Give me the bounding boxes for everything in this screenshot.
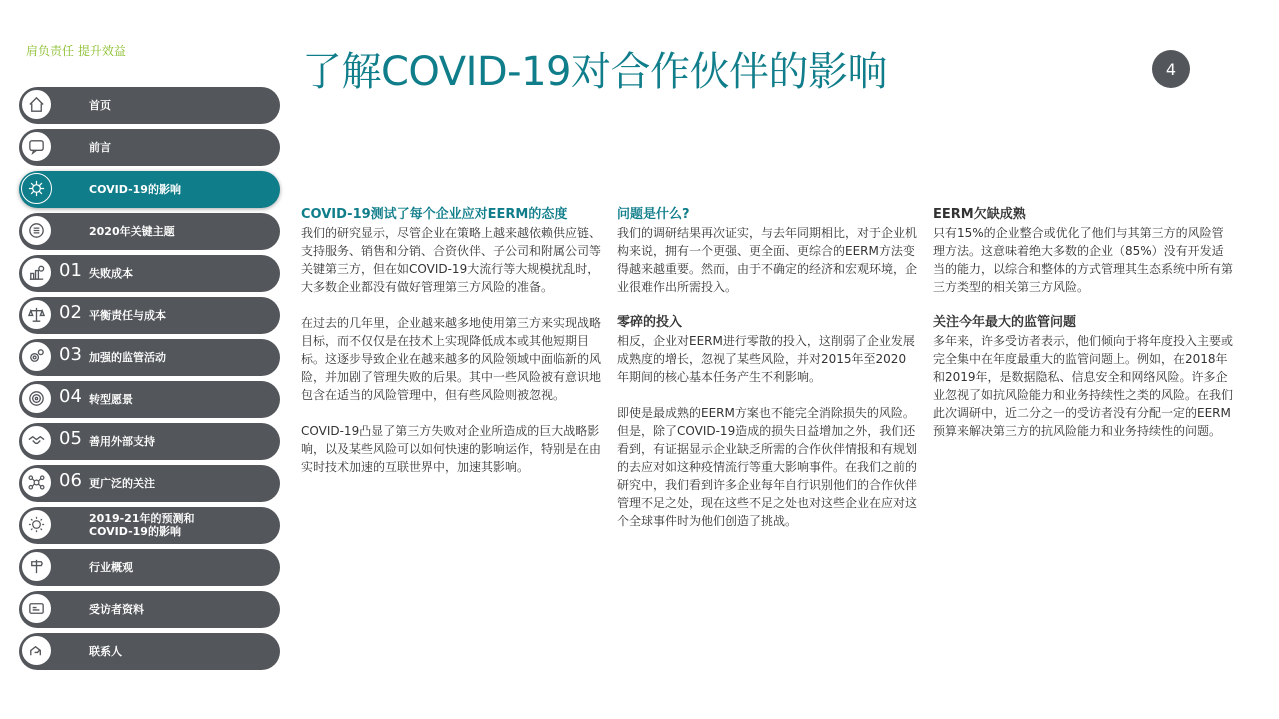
list-icon <box>21 215 52 246</box>
sidebar-item-label: 首页 <box>89 99 111 112</box>
chart-coins-icon <box>21 257 52 288</box>
sidebar-item-contacts[interactable] <box>19 633 280 670</box>
chat-bubble-icon <box>21 131 52 162</box>
column-2 <box>617 206 917 548</box>
sidebar-item-key-themes[interactable] <box>19 213 280 250</box>
sidebar-item-label-line1: 2019-21年的预测和 <box>89 512 195 525</box>
column-1-paragraph-2: 在过去的几年里，企业越来越多地使用第三方来实现战略目标，而不仅仅是在技术上实现降低成本或其他短期目标。这逐步导致企业在越来越多的风险领域中面临新的风险，并加剧了管理失败的后果。其中一些风险被有意识地包含在适当的风险管理中，但有些风险则被忽视。 <box>301 316 602 402</box>
sidebar-item-label: 加强的监管活动 <box>89 351 166 364</box>
sun-icon <box>21 509 52 540</box>
sidebar-item-label: 善用外部支持 <box>89 435 155 448</box>
column-3-heading-1: EERM欠缺成熟 <box>933 207 1026 222</box>
home-icon <box>21 89 52 120</box>
sidebar-item-label <box>89 512 195 538</box>
sidebar-item-balance[interactable] <box>19 297 280 334</box>
sidebar-item-covid-impact[interactable] <box>19 171 280 208</box>
sidebar-item-label-line2: COVID-19的影响 <box>89 525 181 538</box>
sidebar-item-label: 行业概观 <box>89 561 133 574</box>
sidebar-item-regulation[interactable] <box>19 339 280 376</box>
sidebar-item-vision[interactable] <box>19 381 280 418</box>
column-1 <box>301 206 601 494</box>
sidebar-item-label: 联系人 <box>89 645 122 658</box>
sidebar-item-label: 失败成本 <box>89 267 133 280</box>
sidebar-item-number: 06 <box>59 470 82 491</box>
column-2-heading-2: 零碎的投入 <box>617 315 683 330</box>
sidebar-item-number: 03 <box>59 344 82 365</box>
sidebar-item-preface[interactable] <box>19 129 280 166</box>
sidebar-item-home[interactable] <box>19 87 280 124</box>
sidebar-item-label: 更广泛的关注 <box>89 477 155 490</box>
sidebar-item-label: COVID-19的影响 <box>89 183 181 196</box>
sidebar-item-industry-overview[interactable] <box>19 549 280 586</box>
sidebar-item-number: 02 <box>59 302 82 323</box>
sidebar-item-label: 前言 <box>89 141 111 154</box>
sidebar-item-number: 01 <box>59 260 82 281</box>
page-title: 了解COVID-19对合作伙伴的影响 <box>302 49 888 95</box>
column-1-heading: COVID-19测试了每个企业应对EERM的态度 <box>301 207 568 222</box>
network-icon <box>21 467 52 498</box>
scales-icon <box>21 299 52 330</box>
sidebar-item-label: 平衡责任与成本 <box>89 309 166 322</box>
sidebar-item-cost-of-failure[interactable] <box>19 255 280 292</box>
sidebar-item-broader-focus[interactable] <box>19 465 280 502</box>
column-1-paragraph-1: 我们的研究显示，尽管企业在策略上越来越依赖供应链、支持服务、销售和分销、合资伙伴、子公司和附属公司等关键第三方，但在如COVID-19大流行等大规模扰乱时，大多数企业都没有做好管理第三方风险的准备。 <box>301 226 602 294</box>
sidebar-item-respondents[interactable] <box>19 591 280 628</box>
page-number-badge: 4 <box>1152 50 1190 88</box>
sidebar-item-label: 2020年关键主题 <box>89 225 175 238</box>
handshake-icon <box>21 425 52 456</box>
sidebar-item-label: 受访者资料 <box>89 603 144 616</box>
sidebar-item-external-support[interactable] <box>19 423 280 460</box>
brand-tagline: 肩负责任 提升效益 <box>26 44 126 58</box>
column-2-heading-1: 问题是什么? <box>617 207 690 222</box>
gears-icon <box>21 341 52 372</box>
sidebar-item-number: 05 <box>59 428 82 449</box>
column-2-paragraph-1: 我们的调研结果再次证实，与去年同期相比，对于企业机构来说，拥有一个更强、更全面、更综合的EERM方法变得越来越重要。然而，由于不确定的经济和宏观环境，企业很难作出所需投入。 <box>617 226 918 294</box>
column-2-paragraph-3: 即使是最成熟的EERM方案也不能完全消除损失的风险。但是，除了COVID-19造成的损失日益增加之外，我们还看到，有证据显示企业缺乏所需的合作伙伴情报和有规划的去应对如这种疫情流行等重大影响事件。在我们之前的研究中，我们看到许多企业每年自行识别他们的合作伙伴管理不足之处，现在这些不足之处也对这些企业在应对这个全球事件时为他们创造了挑战。 <box>617 406 918 528</box>
sidebar-item-number: 04 <box>59 386 82 407</box>
column-3-paragraph-1: 只有15%的企业整合或优化了他们与其第三方的风险管理方法。这意味着绝大多数的企业（85%）没有开发适当的能力，以综合和整体的方式管理其生态系统中所有第三方类型的相关第三方风险。 <box>933 226 1234 294</box>
target-icon <box>21 383 52 414</box>
contact-icon <box>21 635 52 666</box>
virus-icon <box>21 173 52 204</box>
sidebar-item-label: 转型愿景 <box>89 393 133 406</box>
column-2-paragraph-2: 相反，企业对EERM进行零散的投入，这削弱了企业发展成熟度的增长，忽视了某些风险，并对2015年至2020年期间的核心基本任务产生不利影响。 <box>617 334 915 384</box>
column-3-heading-2: 关注今年最大的监管问题 <box>933 315 1077 330</box>
signpost-icon <box>21 551 52 582</box>
id-card-icon <box>21 593 52 624</box>
sidebar-item-forecast[interactable] <box>19 507 280 544</box>
column-3 <box>933 206 1233 458</box>
column-1-paragraph-3: COVID-19凸显了第三方失败对企业所造成的巨大战略影响，以及某些风险可以如何快速的影响运作，特别是在由实时技术加速的互联世界中，加速其影响。 <box>301 424 602 474</box>
column-3-paragraph-2: 多年来，许多受访者表示，他们倾向于将年度投入主要或完全集中在年度最重大的监管问题上。例如，在2018年和2019年，是数据隐私、信息安全和网络风险。许多企业忽视了如抗风险能力和业务持续性之类的风险。在我们此次调研中，近二分之一的受访者没有分配一定的EERM预算来解决第三方的抗风险能力和业务持续性的问题。 <box>933 334 1234 438</box>
